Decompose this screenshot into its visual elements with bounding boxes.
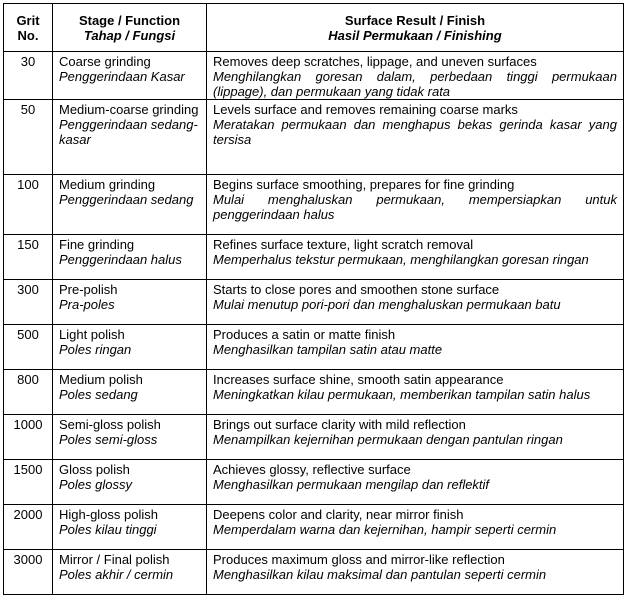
stage-cell xyxy=(53,235,207,280)
table-row xyxy=(4,550,624,595)
table-row xyxy=(4,415,624,460)
stage-indonesian: Poles glossy xyxy=(59,477,132,492)
stage-indonesian: Poles kilau tinggi xyxy=(59,522,157,537)
stage-english: Medium polish xyxy=(59,372,143,387)
stage-indonesian: Poles akhir / cermin xyxy=(59,567,174,582)
header-result xyxy=(207,4,624,52)
stage-cell xyxy=(53,505,207,550)
stage-english: Mirror / Final polish xyxy=(59,552,170,567)
stage-cell xyxy=(53,325,207,370)
stage-english: Semi-gloss polish xyxy=(59,417,161,432)
header-stage xyxy=(53,4,207,52)
stage-cell xyxy=(53,415,207,460)
result-english: Achieves glossy, reflective surface xyxy=(213,462,411,477)
result-cell xyxy=(207,325,624,370)
stage-cell xyxy=(53,370,207,415)
stage-indonesian: Penggerindaan sedang xyxy=(59,192,194,207)
result-indonesian: Meratakan permukaan dan menghapus bekas gerinda kasar yang tersisa xyxy=(213,117,617,147)
stage-indonesian: Poles sedang xyxy=(59,387,138,402)
stage-english: Coarse grinding xyxy=(59,54,151,69)
stage-indonesian: Poles ringan xyxy=(59,342,132,357)
result-english: Produces maximum gloss and mirror-like reflection xyxy=(213,552,505,567)
header-result-id: Hasil Permukaan / Finishing xyxy=(328,27,502,43)
stage-english: Gloss polish xyxy=(59,462,130,477)
table-row xyxy=(4,100,624,175)
result-english: Begins surface smoothing, prepares for fine grinding xyxy=(213,177,515,192)
result-cell xyxy=(207,280,624,325)
table-row xyxy=(4,460,624,505)
table-row xyxy=(4,505,624,550)
stage-indonesian: Penggerindaan halus xyxy=(59,252,182,267)
table-row xyxy=(4,52,624,100)
table-row xyxy=(4,370,624,415)
grit-number: 30 xyxy=(4,52,53,100)
header-grit-line2: No. xyxy=(17,27,39,43)
header-stage-en: Stage / Function xyxy=(78,12,181,28)
result-english: Deepens color and clarity, near mirror finish xyxy=(213,507,464,522)
stage-indonesian: Penggerindaan Kasar xyxy=(59,69,185,84)
result-english: Removes deep scratches, lippage, and uneven surfaces xyxy=(213,54,537,69)
result-indonesian: Menghilangkan goresan dalam, perbedaan tinggi permukaan (lippage), dan permukaan yang tidak rata xyxy=(213,69,617,99)
result-english: Refines surface texture, light scratch removal xyxy=(213,237,474,252)
result-indonesian: Menghasilkan permukaan mengilap dan reflektif xyxy=(213,477,490,492)
table-row xyxy=(4,175,624,235)
result-english: Levels surface and removes remaining coarse marks xyxy=(213,102,518,117)
result-cell xyxy=(207,235,624,280)
stage-cell xyxy=(53,100,207,175)
grit-number: 1500 xyxy=(4,460,53,505)
stage-english: Fine grinding xyxy=(59,237,135,252)
result-cell xyxy=(207,175,624,235)
table-header-row xyxy=(4,4,624,52)
stage-cell xyxy=(53,52,207,100)
grit-number: 500 xyxy=(4,325,53,370)
result-english: Produces a satin or matte finish xyxy=(213,327,396,342)
grit-number: 1000 xyxy=(4,415,53,460)
stage-cell xyxy=(53,460,207,505)
grit-number: 300 xyxy=(4,280,53,325)
result-english: Brings out surface clarity with mild reflection xyxy=(213,417,466,432)
header-result-en: Surface Result / Finish xyxy=(344,12,486,28)
grit-table-container xyxy=(3,3,623,595)
result-cell xyxy=(207,370,624,415)
result-cell xyxy=(207,100,624,175)
header-stage-id: Tahap / Fungsi xyxy=(83,27,176,43)
result-indonesian: Menampilkan kejernihan permukaan dengan pantulan ringan xyxy=(213,432,563,447)
result-cell xyxy=(207,460,624,505)
header-grit-line1: Grit xyxy=(16,12,40,28)
stage-cell xyxy=(53,175,207,235)
stage-indonesian: Pra-poles xyxy=(59,297,115,312)
result-indonesian: Meningkatkan kilau permukaan, memberikan tampilan satin halus xyxy=(213,387,591,402)
grit-number: 150 xyxy=(4,235,53,280)
table-row xyxy=(4,325,624,370)
stage-english: Medium grinding xyxy=(59,177,156,192)
stage-cell xyxy=(53,550,207,595)
grit-table xyxy=(3,3,624,595)
result-indonesian: Menghasilkan tampilan satin atau matte xyxy=(213,342,443,357)
result-indonesian: Memperhalus tekstur permukaan, menghilangkan goresan ringan xyxy=(213,252,589,267)
result-cell xyxy=(207,415,624,460)
result-english: Starts to close pores and smoothen stone surface xyxy=(213,282,500,297)
table-body xyxy=(4,52,624,595)
result-indonesian: Mulai menghaluskan permukaan, mempersiapkan untuk penggerindaan halus xyxy=(213,192,617,222)
grit-number: 100 xyxy=(4,175,53,235)
grit-number: 50 xyxy=(4,100,53,175)
result-indonesian: Menghasilkan kilau maksimal dan pantulan seperti cermin xyxy=(213,567,547,582)
stage-cell xyxy=(53,280,207,325)
stage-english: Medium-coarse grinding xyxy=(59,102,199,117)
result-cell xyxy=(207,52,624,100)
stage-english: Pre-polish xyxy=(59,282,118,297)
stage-english: High-gloss polish xyxy=(59,507,158,522)
result-cell xyxy=(207,550,624,595)
grit-number: 3000 xyxy=(4,550,53,595)
result-indonesian: Mulai menutup pori-pori dan menghaluskan permukaan batu xyxy=(213,297,561,312)
result-cell xyxy=(207,505,624,550)
grit-number: 800 xyxy=(4,370,53,415)
stage-english: Light polish xyxy=(59,327,125,342)
stage-indonesian: Poles semi-gloss xyxy=(59,432,158,447)
grit-number: 2000 xyxy=(4,505,53,550)
stage-indonesian: Penggerindaan sedang-kasar xyxy=(59,117,198,147)
result-english: Increases surface shine, smooth satin appearance xyxy=(213,372,504,387)
result-indonesian: Memperdalam warna dan kejernihan, hampir seperti cermin xyxy=(213,522,557,537)
header-grit xyxy=(4,4,53,52)
table-row xyxy=(4,280,624,325)
table-row xyxy=(4,235,624,280)
